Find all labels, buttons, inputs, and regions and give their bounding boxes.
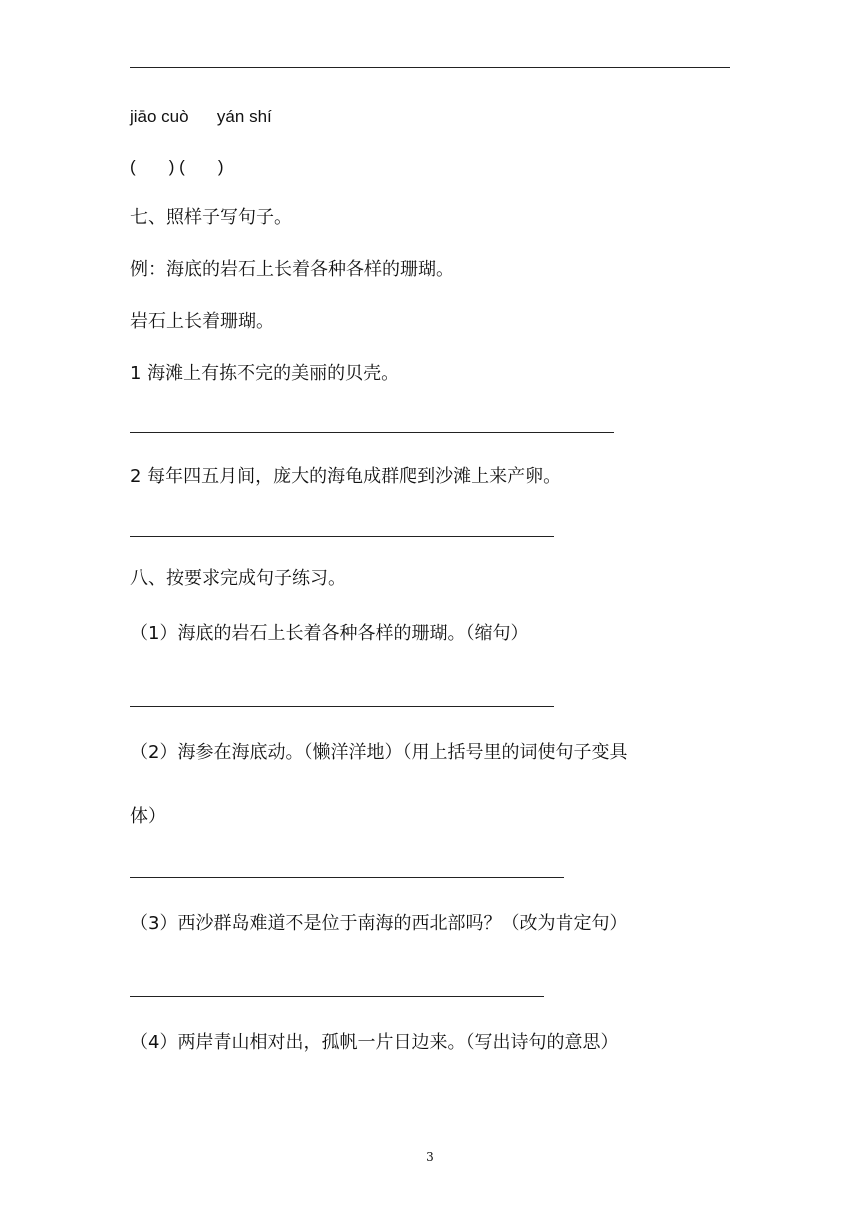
section8-question-3: （3）西沙群岛难道不是位于南海的西北部吗？（改为肯定句） <box>130 913 628 934</box>
answer-line-7-1[interactable] <box>130 432 614 433</box>
pinyin-line: jiāo cuò yán shí <box>130 107 272 126</box>
section7-example: 例：海底的岩石上长着各种各样的珊瑚。 <box>130 259 454 280</box>
section8-question-1: （1）海底的岩石上长着各种各样的珊瑚。（缩句） <box>130 623 529 644</box>
section7-title: 七、照样子写句子。 <box>130 207 292 228</box>
section8-title: 八、按要求完成句子练习。 <box>130 568 346 589</box>
section7-question-2: 2 每年四五月间，庞大的海龟成群爬到沙滩上来产卵。 <box>130 466 562 487</box>
answer-line-8-2[interactable] <box>130 877 564 878</box>
answer-parens: ( ) ( ) <box>130 157 224 176</box>
page-number: 3 <box>426 1150 434 1164</box>
section8-question-2-line1: （2）海参在海底动。（懒洋洋地）（用上括号里的词使句子变具 <box>130 742 628 763</box>
answer-line-8-1[interactable] <box>130 706 554 707</box>
section8-question-2-line2: 体） <box>130 806 166 827</box>
section7-example-answer: 岩石上长着珊瑚。 <box>130 311 274 332</box>
answer-line-7-2[interactable] <box>130 536 554 537</box>
answer-line-8-3[interactable] <box>130 996 544 997</box>
section7-question-1: 1 海滩上有拣不完的美丽的贝壳。 <box>130 363 400 384</box>
top-rule <box>130 67 730 68</box>
section8-question-4: （4）两岸青山相对出，孤帆一片日边来。（写出诗句的意思） <box>130 1032 619 1053</box>
